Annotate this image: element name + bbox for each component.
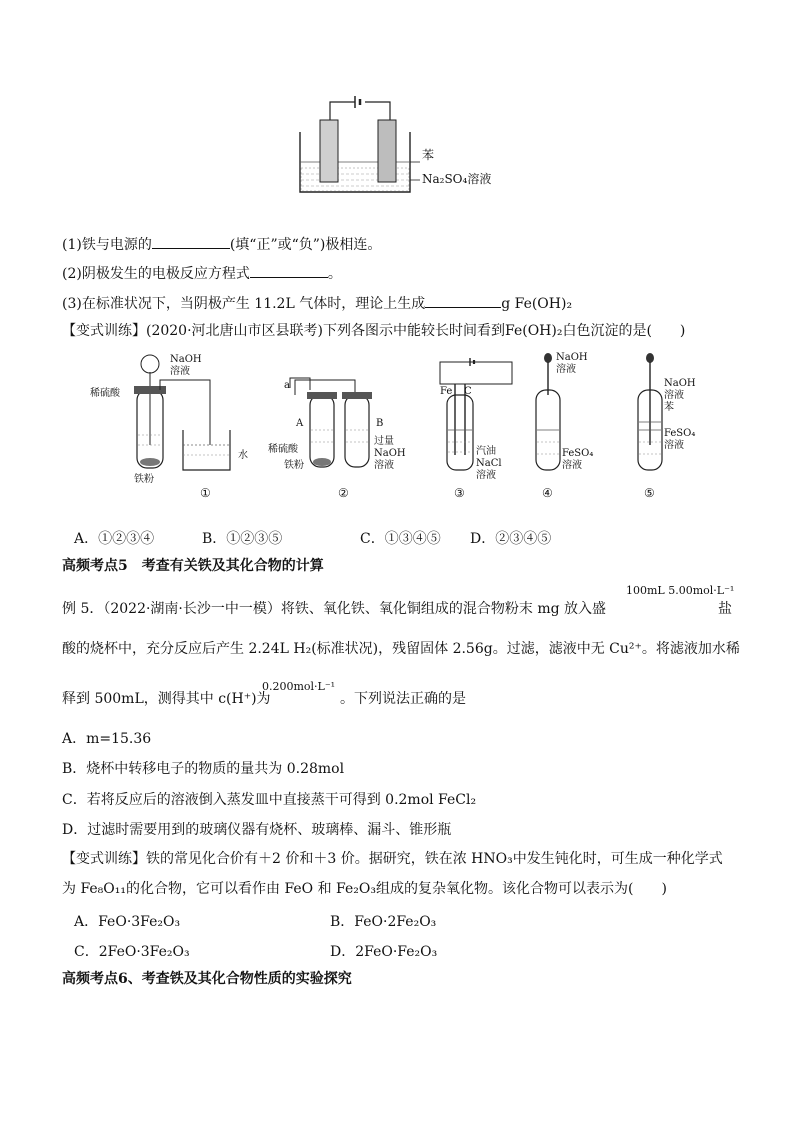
fig4-feso4-label: FeSO₄ — [562, 448, 594, 459]
example5-concentration2: 0.200mol·L⁻¹ — [262, 680, 336, 693]
section6-title: 高频考点6、考查铁及其化合物性质的实验探究 — [62, 971, 352, 987]
benzene-label: 苯 — [422, 148, 435, 162]
fig5-solution-label: 溶液 — [664, 390, 684, 401]
example5-option-b[interactable]: B．烧杯中转移电子的物质的量共为 0.28mol — [62, 761, 345, 777]
example5-option-c[interactable]: C．若将反应后的溶液倒入蒸发皿中直接蒸干可得到 0.2mol FeCl₂ — [62, 792, 477, 808]
fig5-naoh-label: NaOH — [664, 378, 696, 389]
fig3-nacl-label: NaCl — [476, 458, 502, 469]
question-3-prefix: (3)在标准状况下，当阴极产生 11.2L 气体时，理论上生成 — [62, 296, 426, 312]
question-2-prefix: (2)阴极发生的电极反应方程式 — [62, 266, 250, 282]
fig2-number: ② — [338, 486, 349, 500]
variant1-question: 【变式训练】(2020·河北唐山市区县联考)下列各图示中能较长时间看到Fe(OH)₂白色沉淀的是( ) — [62, 323, 686, 339]
fig2-a-label: a — [284, 380, 290, 391]
variant1-option-d[interactable]: D．②③④⑤ — [470, 531, 552, 547]
fig3-solution-label: 溶液 — [476, 470, 496, 481]
fig5-solution2-label: 溶液 — [664, 440, 684, 451]
fig5-number: ⑤ — [644, 486, 655, 500]
fig4-number: ④ — [542, 486, 553, 500]
example5-line3-suffix: 。下列说法正确的是 — [340, 691, 466, 707]
fig4-naoh-label: NaOH — [556, 352, 588, 363]
fig1-naoh-label: NaOH — [170, 354, 202, 365]
variant2-line2: 为 Fe₈O₁₁的化合物，它可以看作由 FeO 和 Fe₂O₃组成的复杂氧化物。该化合物可以表示为( ) — [62, 881, 667, 897]
variant2-option-d[interactable]: D．2FeO·Fe₂O₃ — [330, 944, 438, 960]
question-1-prefix: (1)铁与电源的 — [62, 237, 152, 253]
fig2-naoh-label: NaOH — [374, 448, 406, 459]
variant2-option-a[interactable]: A．FeO·3Fe₂O₃ — [74, 914, 181, 930]
variant2-line1: 【变式训练】铁的常见化合价有＋2 价和＋3 价。据研究，铁在浓 HNO₃中发生钝化时，可生成一种化学式 — [62, 851, 723, 867]
fig3-number: ③ — [454, 486, 465, 500]
fig5-apparatus — [638, 353, 662, 470]
example5-line3-prefix: 释到 500mL，测得其中 c(H⁺)为 — [62, 691, 271, 707]
fig3-gasoline-label: 汽油 — [476, 446, 496, 457]
example5-line1 — [62, 600, 606, 618]
fig2-iron-label: 铁粉 — [284, 460, 304, 471]
fig1-number: ① — [200, 486, 211, 500]
fig4-solution2-label: 溶液 — [562, 460, 582, 471]
variant1-option-b[interactable]: B．①②③⑤ — [202, 531, 283, 547]
fig2-acid-label: 稀硫酸 — [268, 444, 298, 455]
question-1-suffix: (填“正”或“负”)极相连。 — [229, 237, 382, 253]
fig2-solution-label: 溶液 — [374, 460, 394, 471]
answer-blank-1[interactable] — [152, 234, 230, 249]
variant2-option-c[interactable]: C．2FeO·3Fe₂O₃ — [74, 944, 190, 960]
question-3 — [62, 293, 572, 313]
variant2-option-b[interactable]: B．FeO·2Fe₂O₃ — [330, 914, 437, 930]
question-1 — [62, 234, 381, 254]
answer-blank-3[interactable] — [425, 293, 501, 308]
example5-salt: 盐 — [718, 601, 732, 617]
fig1-iron-label: 铁粉 — [134, 474, 154, 485]
example5-option-a[interactable]: A．m=15.36 — [62, 731, 152, 747]
fig3-fe-label: Fe — [440, 386, 453, 397]
fig2-A-label: A — [296, 418, 304, 429]
fig1-acid-label: 稀硫酸 — [90, 388, 120, 399]
fig5-benzene-label: 苯 — [664, 402, 674, 413]
variant1-option-a[interactable]: A．①②③④ — [74, 531, 155, 547]
electrolysis-figure — [290, 92, 520, 202]
question-2 — [62, 263, 342, 283]
example5-line2: 酸的烧杯中，充分反应后产生 2.24L H₂(标准状况)，残留固体 2.56g。过滤，滤液中无 Cu²⁺。将滤液加水稀 — [62, 641, 740, 657]
example5-concentration1: 100mL 5.00mol·L⁻¹ — [626, 584, 735, 597]
solution-label: Na₂SO₄溶液 — [422, 172, 492, 186]
example5-line1-text: 例 5．（2022·湖南·长沙一中一模）将铁、氧化铁、氧化铜组成的混合物粉末 mg 放入盛 — [62, 601, 607, 617]
apparatus-figures — [90, 350, 710, 505]
fig5-feso4-label: FeSO₄ — [664, 428, 696, 439]
answer-blank-2[interactable] — [250, 263, 328, 278]
fig1-water-label: 水 — [238, 450, 248, 461]
fig4-solution-label: 溶液 — [556, 364, 576, 375]
fig3-c-label: C — [464, 386, 472, 397]
fig2-excess-label: 过量 — [374, 436, 394, 447]
variant1-option-c[interactable]: C．①③④⑤ — [360, 531, 441, 547]
example5-option-d[interactable]: D．过滤时需要用到的玻璃仪器有烧杯、玻璃棒、漏斗、锥形瓶 — [62, 822, 452, 838]
fig2-B-label: B — [376, 418, 384, 429]
example5-line3 — [62, 690, 271, 708]
section5-title: 高频考点5 考查有关铁及其化合物的计算 — [62, 558, 324, 574]
question-2-suffix: 。 — [327, 266, 342, 282]
fig1-solution-label: 溶液 — [170, 366, 190, 377]
question-3-suffix: g Fe(OH)₂ — [501, 296, 573, 312]
